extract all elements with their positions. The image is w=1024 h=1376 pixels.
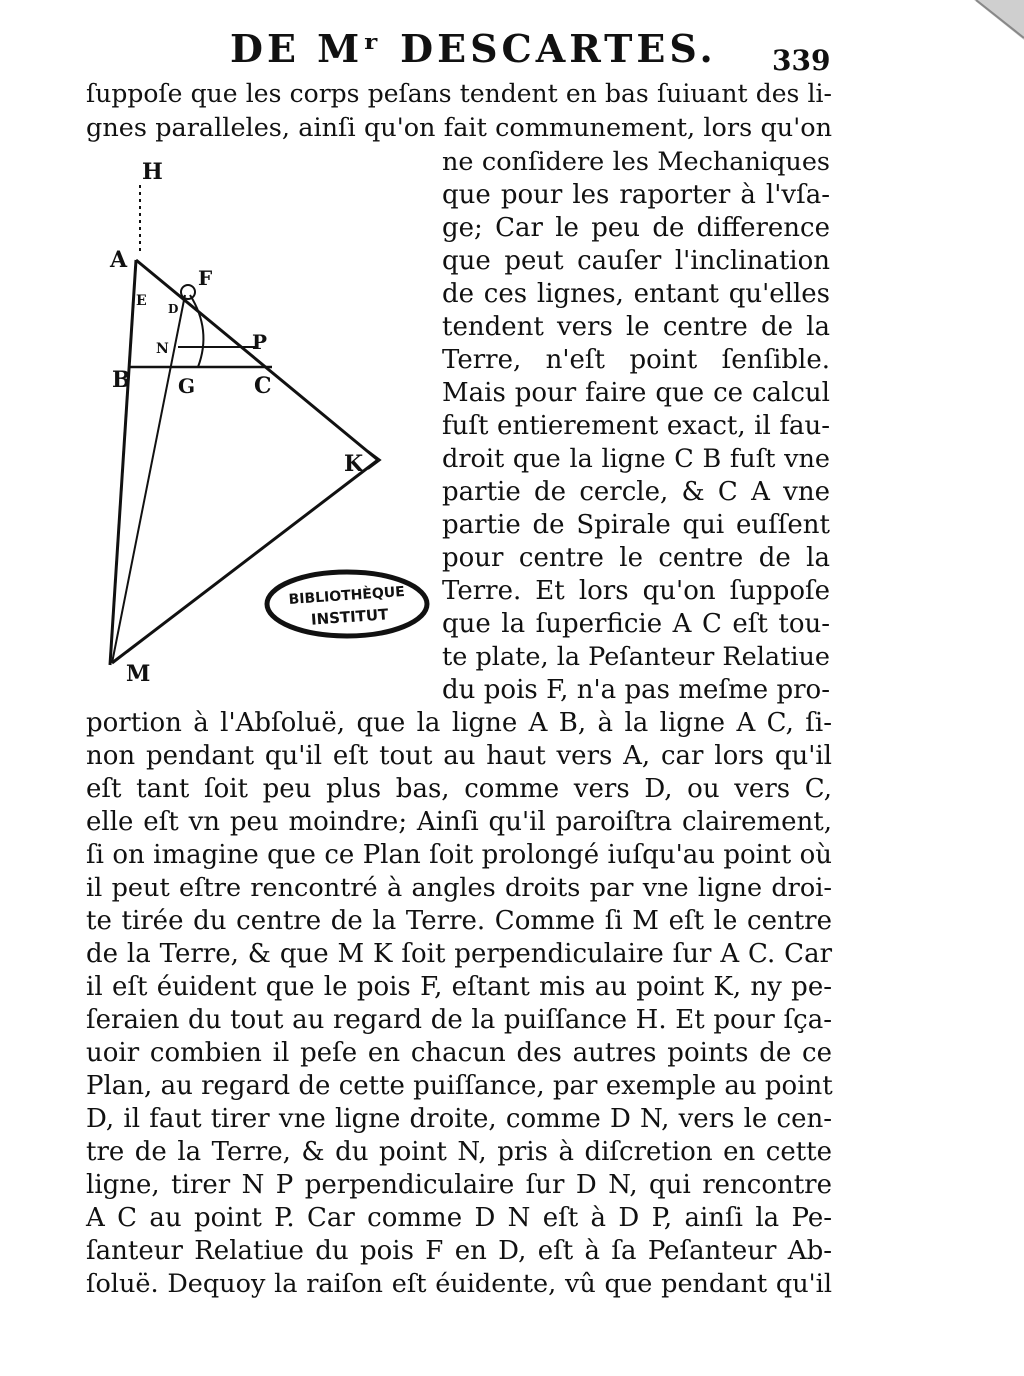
text-line: ne conſidere les Mechaniques xyxy=(442,147,830,177)
text-line: Plan, au regard de cette puiſſance, par exemple au point xyxy=(86,1071,833,1101)
text-line: Mais pour faire que ce calcul xyxy=(442,378,830,408)
text-line: fuſt entierement exact, il fau- xyxy=(442,411,830,441)
text-line: tre de la Terre, & du point N, pris à diſcretion en cette xyxy=(86,1137,832,1167)
label-A: A xyxy=(110,247,128,273)
label-C: C xyxy=(254,373,272,399)
text-line: pour centre le centre de la xyxy=(442,543,830,573)
text-line: partie de Spirale qui euſſent xyxy=(442,510,830,540)
text-line: que la ſuperficie A C eſt tou- xyxy=(442,609,830,639)
running-head: DE Mʳ DESCARTES. xyxy=(230,26,717,71)
text-line: partie de cercle, & C A vne xyxy=(442,477,830,507)
label-D: D xyxy=(168,302,179,316)
text-line: ſoluë. Dequoy la raiſon eſt éuidente, vû que pendant qu'il xyxy=(86,1269,832,1299)
text-line: de la Terre, & que M K ſoit perpendiculaire ſur A C. Car xyxy=(86,939,832,969)
text-line: Terre, n'eſt point ſenſible. xyxy=(442,345,830,375)
text-line: il peut eſtre rencontré à angles droits par vne ligne droi- xyxy=(86,873,832,903)
text-line: Terre. Et lors qu'on ſuppoſe xyxy=(442,576,830,606)
library-stamp xyxy=(262,568,432,640)
page-number: 339 xyxy=(772,44,831,77)
text-line: portion à l'Abſoluë, que la ligne A B, à la ligne A C, ſi- xyxy=(86,708,832,738)
label-K: K xyxy=(344,451,364,477)
text-line: elle eſt vn peu moindre; Ainſi qu'il paroiſtra clairement, xyxy=(86,807,832,837)
label-N: N xyxy=(156,341,169,357)
label-B: B xyxy=(112,367,131,393)
text-line: il eſt éuident que le pois F, eſtant mis au point K, ny pe- xyxy=(86,972,832,1002)
text-line: que peut cauſer l'inclination xyxy=(442,246,830,276)
text-line: de ces lignes, entant qu'elles xyxy=(442,279,830,309)
label-G: G xyxy=(178,374,196,398)
text-line: te tirée du centre de la Terre. Comme ſi M eſt le centre xyxy=(86,906,832,936)
text-line: tendent vers le centre de la xyxy=(442,312,830,342)
stamp-line-1: BIBLIOTHÈQUE xyxy=(288,583,406,609)
text-line: du pois F, n'a pas meſme pro- xyxy=(442,675,830,705)
text-line: droit que la ligne C B fuſt vne xyxy=(442,444,830,474)
text-line: ge; Car le peu de difference xyxy=(442,213,830,243)
text-line: non pendant qu'il eſt tout au haut vers A, car lors qu'il xyxy=(86,741,832,771)
label-P: P xyxy=(252,330,268,354)
text-line: eſt tant ſoit peu plus bas, comme vers D, ou vers C, xyxy=(86,774,832,804)
label-E: E xyxy=(136,293,147,309)
page-corner-shadow xyxy=(934,0,1024,60)
text-line: gnes paralleles, ainſi qu'on fait communement, lors qu'on xyxy=(86,113,832,143)
text-line: ſuppoſe que les corps peſans tendent en bas ſuiuant des li- xyxy=(86,79,832,108)
text-line: uoir combien il peſe en chacun des autres points de ce xyxy=(86,1038,832,1068)
label-H: H xyxy=(142,159,163,185)
text-line: ſi on imagine que ce Plan ſoit prolongé iuſqu'au point où xyxy=(86,840,832,870)
text-line: A C au point P. Car comme D N eſt à D P, ainſi la Pe- xyxy=(86,1203,832,1233)
text-line: ſanteur Relatiue du pois F en D, eſt à ſa Peſanteur Ab- xyxy=(86,1236,832,1266)
text-line: ſeraien du tout au regard de la puiſſance H. Et pour ſça- xyxy=(86,1005,832,1035)
text-line: te plate, la Peſanteur Relatiue xyxy=(442,642,830,672)
label-F: F xyxy=(198,266,213,290)
stamp-line-2: INSTITUT xyxy=(310,605,389,629)
text-line: ligne, tirer N P perpendiculaire ſur D N, qui rencontre xyxy=(86,1170,832,1200)
label-M: M xyxy=(126,661,151,687)
text-line: D, il faut tirer vne ligne droite, comme D N, vers le cen- xyxy=(86,1104,832,1134)
text-line: que pour les raporter à l'vſa- xyxy=(442,180,830,210)
